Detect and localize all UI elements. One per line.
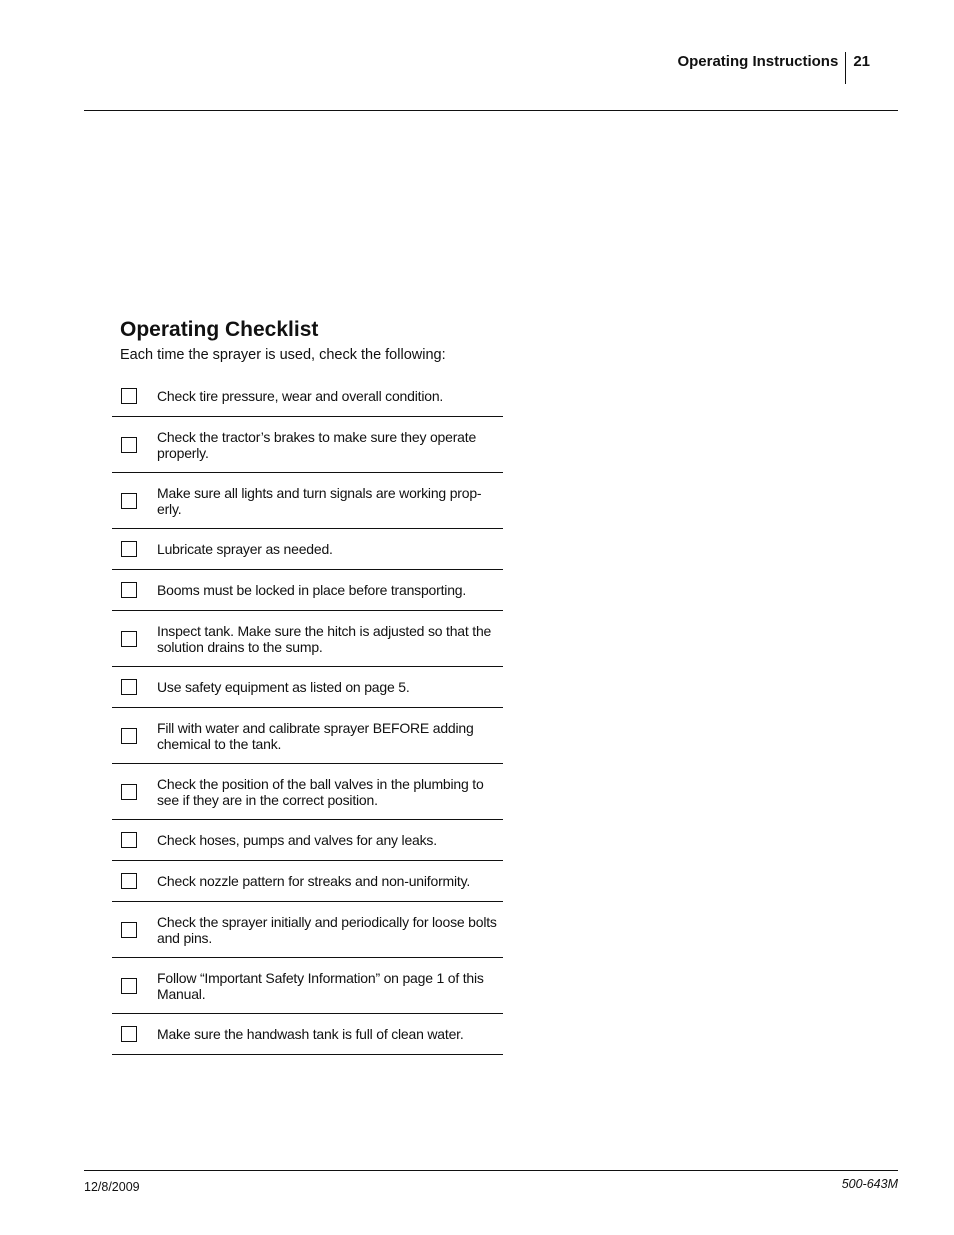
checklist-item-text: Check the position of the ball valves in the plumbing to see if they are in the correct position.	[157, 775, 484, 808]
checklist-item	[112, 667, 503, 708]
checklist-item-text: Use safety equipment as listed on page 5.	[157, 679, 410, 695]
footer-document-number: 500-643M	[841, 1177, 898, 1191]
checklist-item	[112, 958, 503, 1014]
checkbox-icon[interactable]	[121, 582, 137, 598]
header-divider	[84, 110, 898, 111]
checkbox-icon[interactable]	[121, 1026, 137, 1042]
running-header	[677, 52, 870, 84]
checklist-item	[112, 473, 503, 529]
checkbox-icon[interactable]	[121, 728, 137, 744]
checklist-item	[112, 764, 503, 820]
checklist-item-text: Make sure the handwash tank is full of clean water.	[157, 1026, 464, 1042]
checklist-item-text: Fill with water and calibrate sprayer BEFORE adding chemical to the tank.	[157, 719, 474, 752]
checklist-item	[112, 417, 503, 473]
checklist-item	[112, 861, 503, 902]
checklist-item	[112, 902, 503, 958]
checklist-item-text: Check nozzle pattern for streaks and non-uniformity.	[157, 873, 471, 889]
checkbox-icon[interactable]	[121, 388, 137, 404]
checkbox-icon[interactable]	[121, 978, 137, 994]
section-title: Operating Instructions	[677, 52, 846, 84]
checklist-item	[112, 570, 503, 611]
checkbox-icon[interactable]	[121, 541, 137, 557]
checklist-item-text: Check hoses, pumps and valves for any leaks.	[157, 832, 437, 848]
footer-divider	[84, 1170, 898, 1171]
checkbox-icon[interactable]	[121, 784, 137, 800]
checklist-item-text: Booms must be locked in place before transporting.	[157, 582, 467, 598]
checkbox-icon[interactable]	[121, 832, 137, 848]
page-heading: Operating Checklist	[120, 318, 319, 341]
checklist-item	[112, 376, 503, 417]
checkbox-icon[interactable]	[121, 922, 137, 938]
intro-text: Each time the sprayer is used, check the following:	[120, 347, 446, 363]
checklist-item	[112, 820, 503, 861]
page-number: 21	[853, 53, 870, 70]
footer-date: 12/8/2009	[84, 1180, 140, 1194]
checkbox-icon[interactable]	[121, 873, 137, 889]
checklist-item	[112, 1014, 503, 1055]
checklist-item	[112, 708, 503, 764]
checklist-item	[112, 529, 503, 570]
checklist-item-text: Inspect tank. Make sure the hitch is adjusted so that the solution drains to the sump.	[157, 622, 492, 655]
operating-checklist	[112, 376, 503, 1055]
checklist-item-text: Follow “Important Safety Information” on page 1 of this Manual.	[157, 969, 484, 1002]
checkbox-icon[interactable]	[121, 679, 137, 695]
checklist-item-text: Check the sprayer initially and periodically for loose bolts and pins.	[157, 913, 497, 946]
checkbox-icon[interactable]	[121, 493, 137, 509]
checklist-item-text: Make sure all lights and turn signals are working prop-erly.	[157, 484, 482, 517]
checklist-item-text: Lubricate sprayer as needed.	[157, 541, 333, 557]
checklist-item	[112, 611, 503, 667]
checkbox-icon[interactable]	[121, 631, 137, 647]
checklist-item-text: Check the tractor’s brakes to make sure they operate properly.	[157, 428, 477, 461]
checklist-item-text: Check tire pressure, wear and overall condition.	[157, 388, 444, 404]
checkbox-icon[interactable]	[121, 437, 137, 453]
